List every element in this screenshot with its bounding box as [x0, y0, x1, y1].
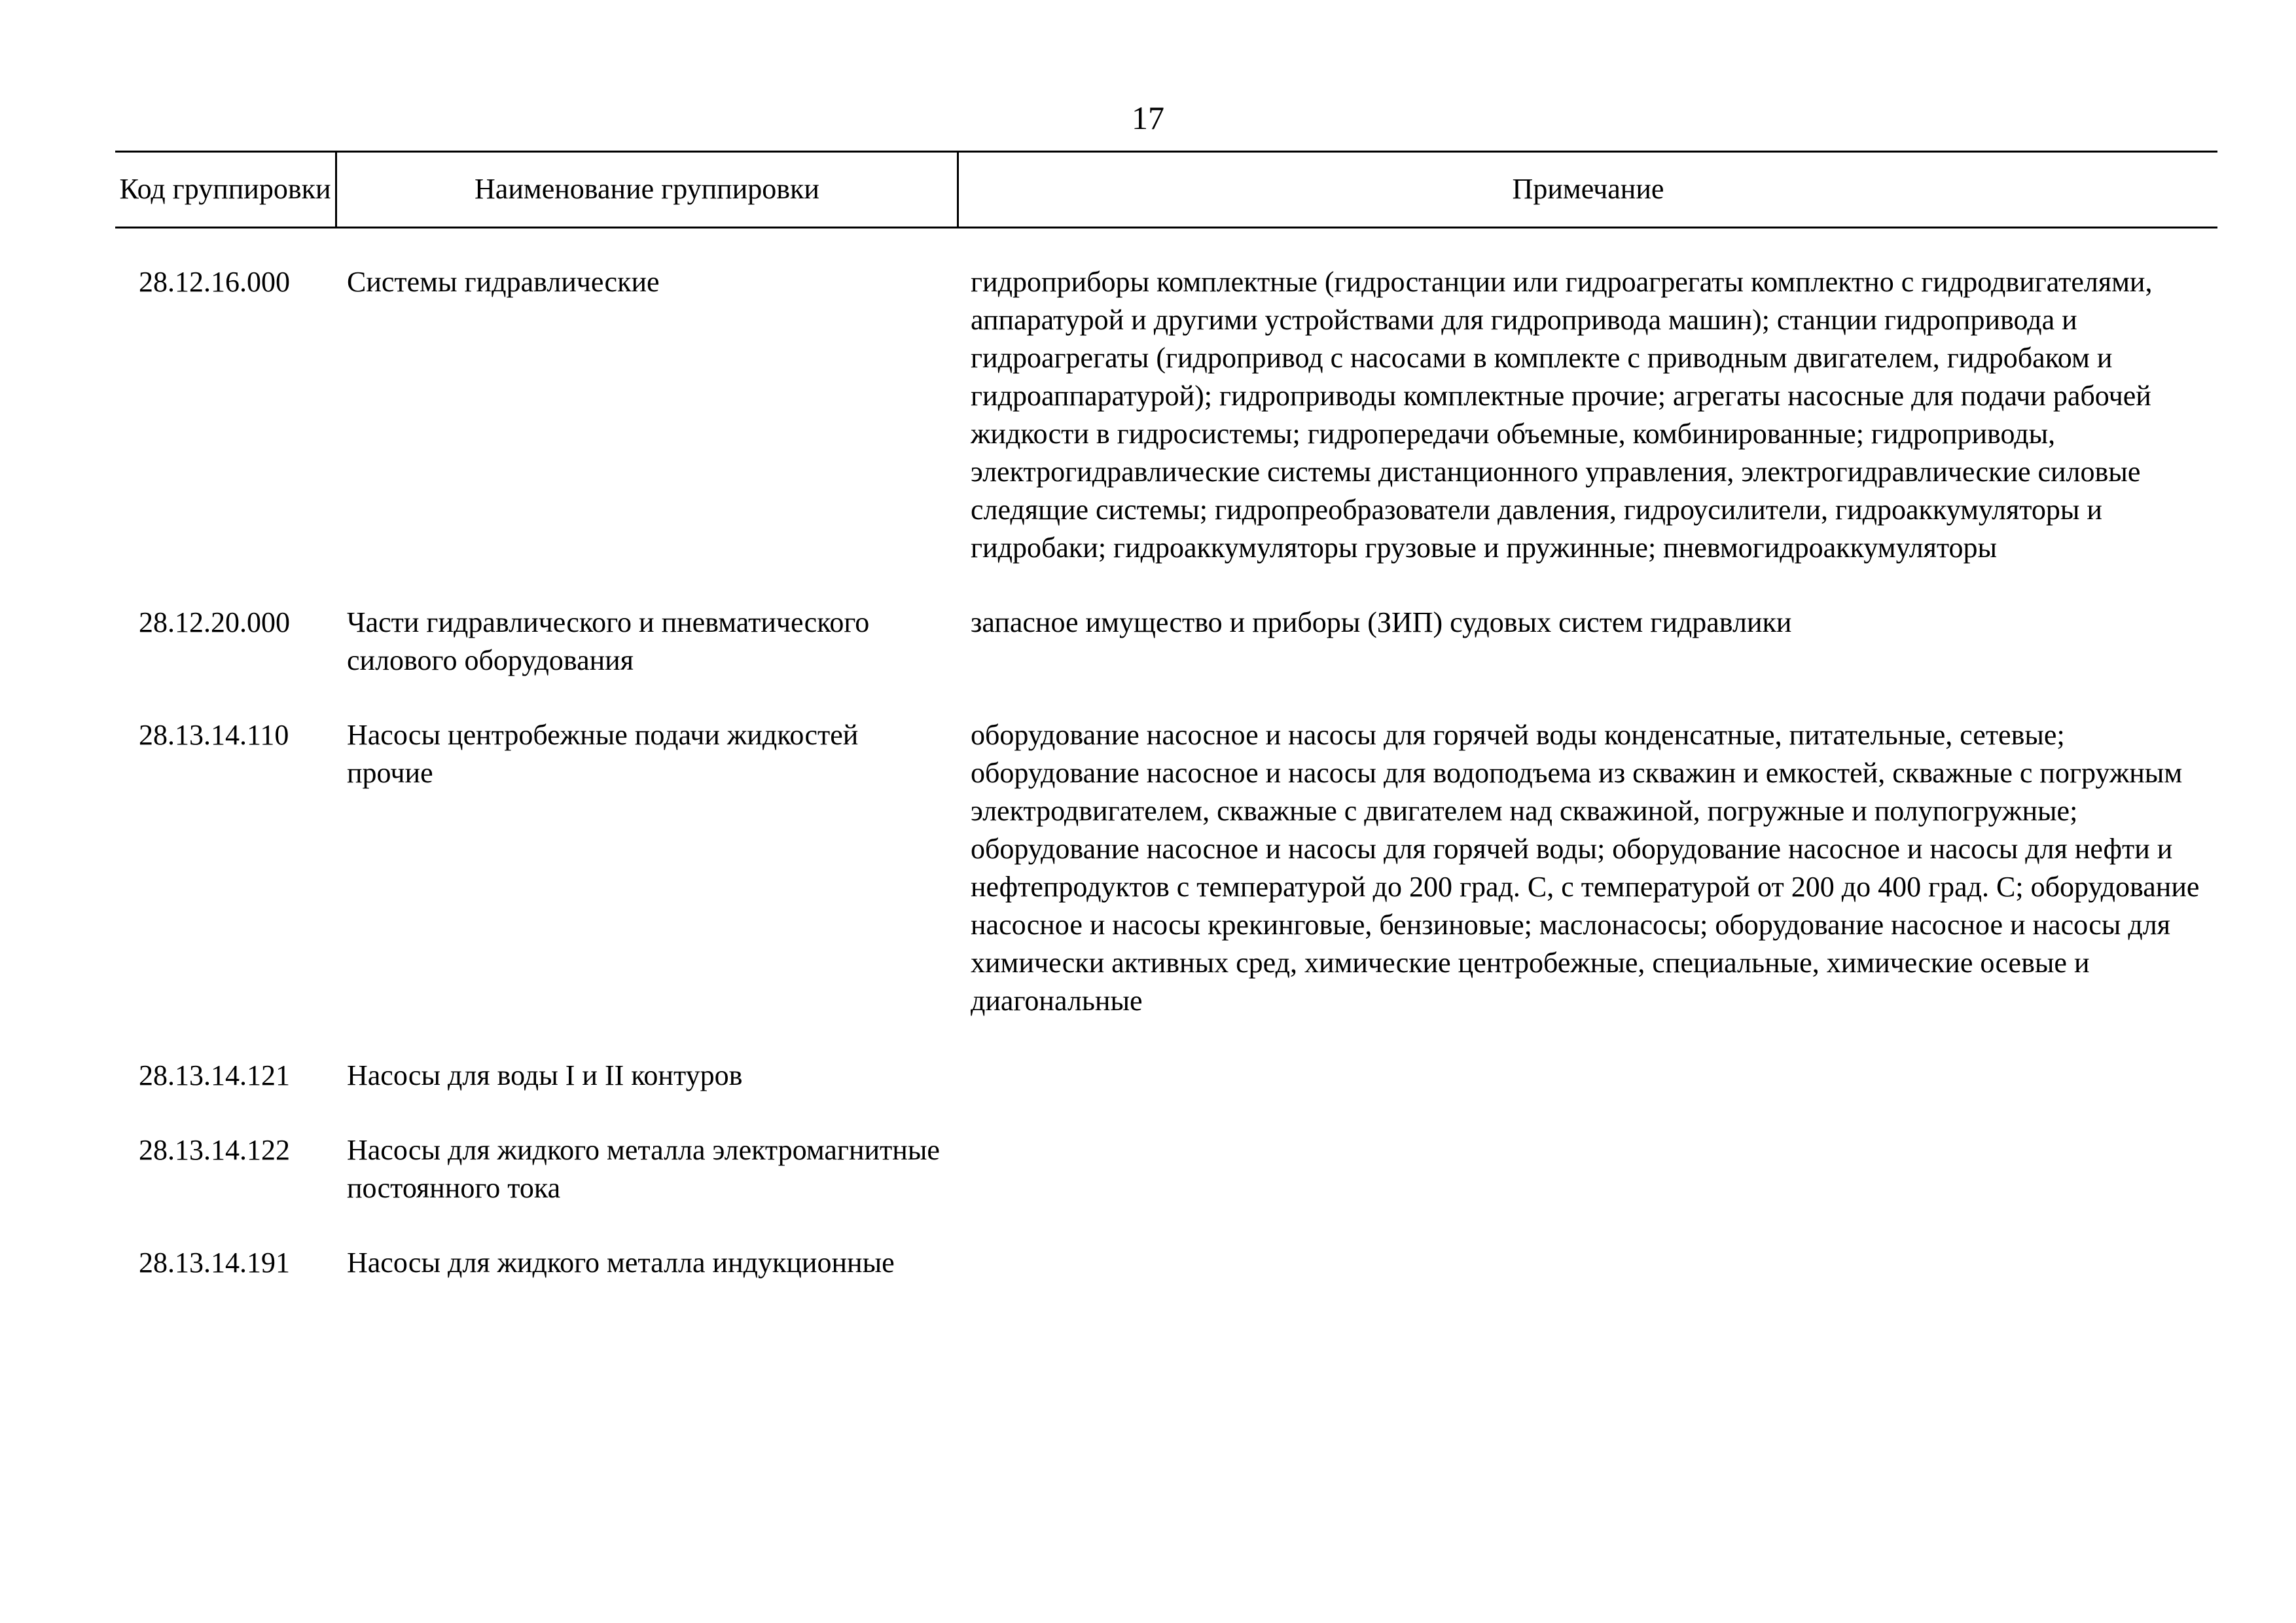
grouping-code: 28.13.14.191	[139, 1247, 290, 1279]
grouping-name: Насосы центробежные подачи жидкостей прочие	[347, 719, 859, 789]
grouping-note: гидроприборы комплектные (гидростанции или гидроагрегаты комплектно с гидродвигателями, аппаратурой и другими устройствами для гидропривода машин); станции гидропривода и гидроагрегаты (гидропривод с насосами в комплекте с приводным двигателем, гидробаком и гидроаппаратурой); гидроприводы комплектные прочие; агрегаты насосные для подачи рабочей жидкости в гидросистемы; гидропередачи объемные, комбинированные; гидроприводы, электрогидравлические системы дистанционного управления, электрогидравлические силовые следящие системы; гидропреобразователи давления, гидроусилители, гидроаккумуляторы и гидробаки; гидроаккумуляторы грузовые и пружинные; пневмогидроаккумуляторы	[971, 266, 2153, 564]
grouping-name: Насосы для воды I и II контуров	[347, 1059, 743, 1091]
table-row	[0, 1057, 2296, 1095]
grouping-code: 28.12.16.000	[139, 266, 290, 298]
column-header-code: Код группировки	[119, 173, 331, 205]
page-number: 17	[1132, 100, 1164, 136]
table-row	[0, 716, 2296, 1020]
grouping-note: запасное имущество и приборы (ЗИП) судовых систем гидравлики	[971, 606, 1792, 638]
table-header-bottom-rule	[115, 227, 2217, 228]
table-body	[0, 263, 2296, 1319]
grouping-name: Насосы для жидкого металла индукционные	[347, 1247, 895, 1279]
grouping-note	[971, 1057, 2214, 1095]
grouping-name: Части гидравлического и пневматического силового оборудования	[347, 606, 870, 676]
grouping-code: 28.13.14.121	[139, 1059, 290, 1091]
table-row	[0, 1244, 2296, 1282]
column-header-name: Наименование группировки	[475, 173, 819, 205]
table-row	[0, 604, 2296, 680]
grouping-code: 28.13.14.110	[139, 719, 289, 751]
grouping-code: 28.12.20.000	[139, 606, 290, 638]
grouping-code: 28.13.14.122	[139, 1134, 290, 1166]
grouping-note: оборудование насосное и насосы для горячей воды конденсатные, питательные, сетевые; оборудование насосное и насосы для водоподъема из скважин и емкостей, скважные с погружным электродвигателем, скважные с двигателем над скважиной, погружные и полупогружные; оборудование насосное и насосы для горячей воды; оборудование насосное и насосы для нефти и нефтепродуктов с температурой до 200 град. С, с температурой от 200 до 400 град. С; оборудование насосное и насосы крекинговые, бензиновые; маслонасосы; оборудование насосное и насосы для химически активных сред, химические центробежные, специальные, химические осевые и диагональные	[971, 719, 2200, 1017]
table-row	[0, 263, 2296, 567]
grouping-note	[971, 1131, 2214, 1207]
grouping-name: Насосы для жидкого металла электромагнитные постоянного тока	[347, 1134, 940, 1204]
table-row	[0, 1131, 2296, 1207]
grouping-note	[971, 1244, 2214, 1282]
column-header-note: Примечание	[1512, 173, 1664, 205]
grouping-name: Системы гидравлические	[347, 266, 660, 298]
